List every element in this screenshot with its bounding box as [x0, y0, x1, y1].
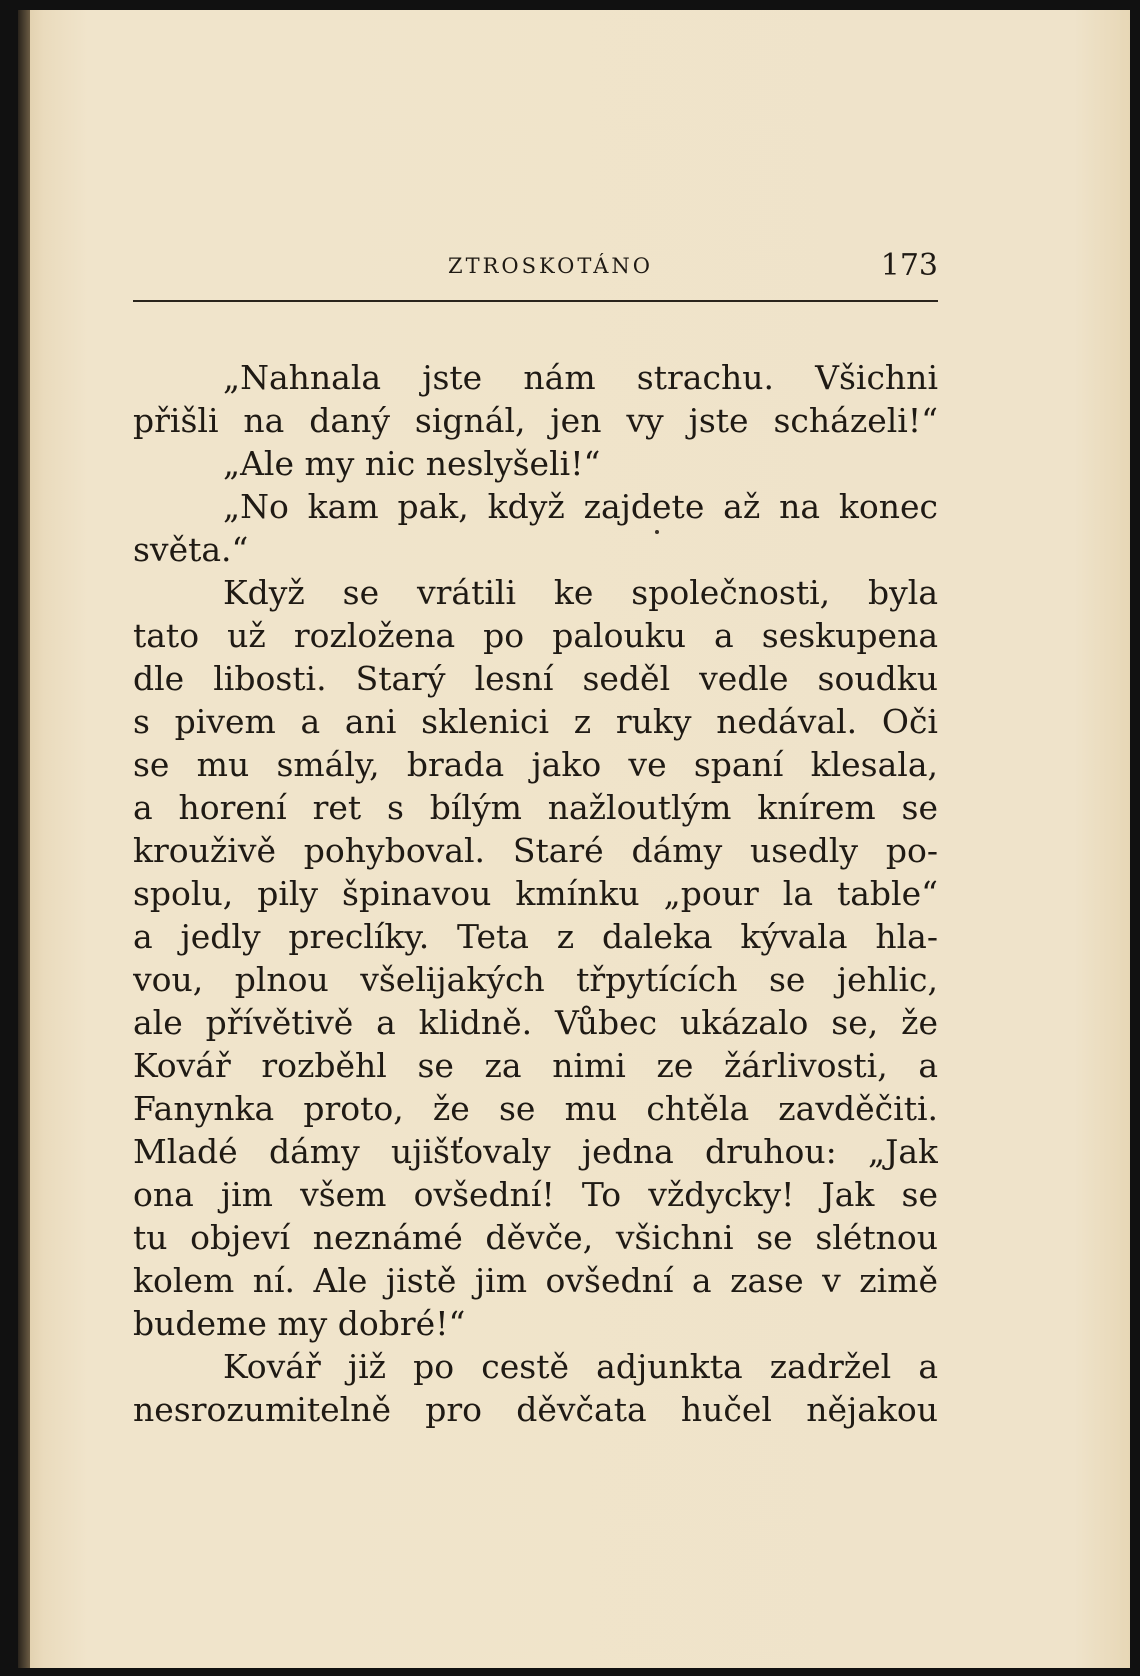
text-line: „Nahnala jste nám strachu. Všichni	[223, 358, 938, 397]
body-text	[133, 356, 938, 1431]
text-line: „No kam pak, když zajdete až na konec	[223, 487, 938, 526]
page-header	[133, 248, 938, 288]
text-line: a horení ret s bílým nažloutlým knírem se	[133, 788, 938, 827]
text-line: Mladé dámy ujišťovaly jedna druhou: „Jak	[133, 1132, 938, 1171]
text-line: krouživě pohyboval. Staré dámy usedly po-	[133, 831, 938, 870]
text-line: Když se vrátili ke společnosti, byla	[223, 573, 938, 612]
text-line: spolu, pily špinavou kmínku „pour la table“	[133, 874, 938, 913]
text-line: Fanynka proto, že se mu chtěla zavděčiti.	[133, 1089, 938, 1128]
text-line: Kovář rozběhl se za nimi ze žárlivosti, a	[133, 1046, 938, 1085]
text-line: světa.“	[133, 530, 249, 569]
text-line: dle libosti. Starý lesní seděl vedle soudku	[133, 659, 938, 698]
text-line: kolem ní. Ale jistě jim ovšední a zase v zimě	[133, 1261, 938, 1300]
text-line: se mu smály, brada jako ve spaní klesala,	[133, 745, 938, 784]
text-line: s pivem a ani sklenici z ruky nedával. Oči	[133, 702, 938, 741]
text-line: a jedly preclíky. Teta z daleka kývala hla-	[133, 917, 938, 956]
text-line: tu objeví neznámé děvče, všichni se slétnou	[133, 1218, 938, 1257]
text-line: ale přívětivě a klidně. Vůbec ukázalo se, že	[133, 1003, 938, 1042]
running-title: ZTROSKOTÁNO	[448, 254, 653, 278]
text-line: Kovář již po cestě adjunkta zadržel a	[223, 1347, 938, 1386]
header-rule	[133, 300, 938, 302]
text-line: vou, plnou všelijakých třpytících se jehlic,	[133, 960, 938, 999]
text-line: tato už rozložena po palouku a seskupena	[133, 616, 938, 655]
book-spine	[18, 10, 30, 1668]
text-line: „Ale my nic neslyšeli!“	[223, 444, 601, 483]
book-page	[18, 10, 1130, 1668]
text-line: přišli na daný signál, jen vy jste scházeli!“	[133, 401, 938, 440]
text-line: nesrozumitelně pro děvčata hučel nějakou	[133, 1390, 938, 1429]
page-number: 173	[880, 248, 938, 283]
text-line: ona jim všem ovšední! To vždycky! Jak se	[133, 1175, 938, 1214]
text-line: budeme my dobré!“	[133, 1304, 466, 1343]
